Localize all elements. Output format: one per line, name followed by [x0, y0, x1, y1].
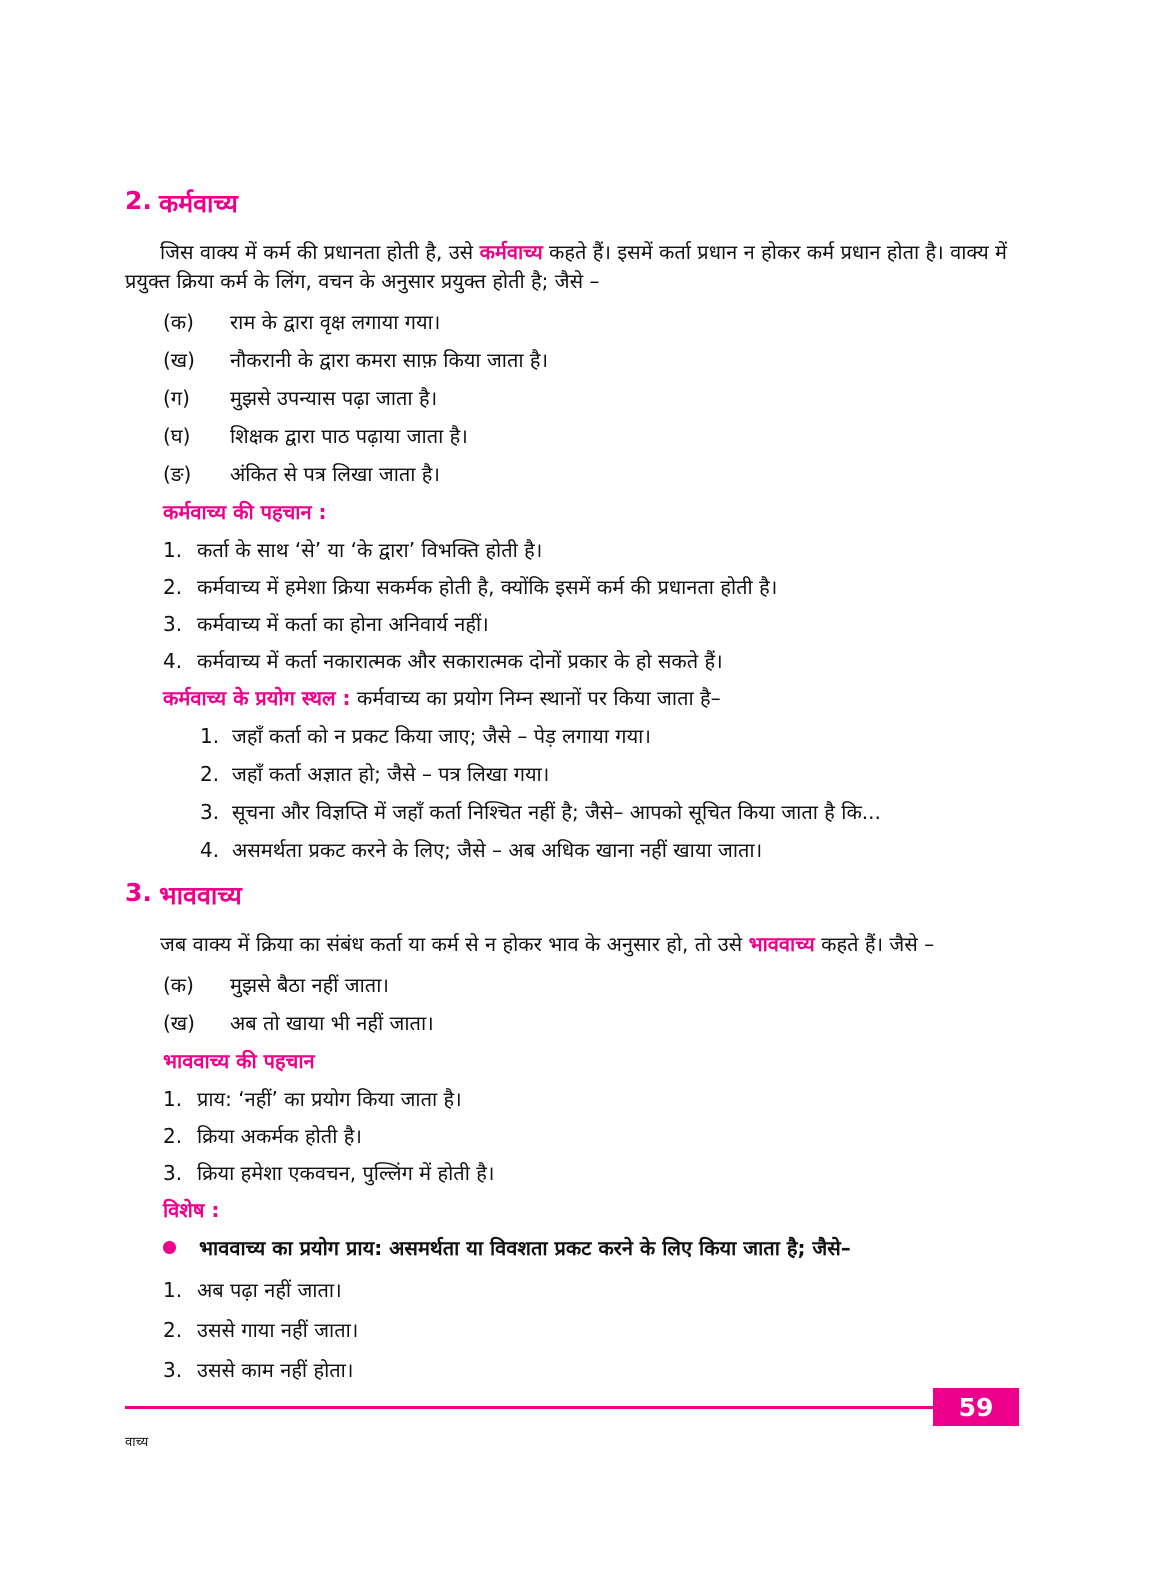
section-2-title: कर्मवाच्य	[159, 189, 238, 218]
special-heading: विशेष :	[163, 1198, 220, 1222]
example-label: (ग)	[163, 386, 190, 410]
item-text: सूचना और विज्ञप्ति में जहाँ कर्ता निश्चित नहीं है; जैसे– आपको सूचित किया जाता है कि...	[232, 800, 881, 824]
section-2-heading	[125, 186, 1019, 220]
footer-divider	[125, 1406, 933, 1409]
item-text: उससे काम नहीं होता।	[197, 1358, 354, 1382]
example-text: शिक्षक द्वारा पाठ पढ़ाया जाता है।	[230, 424, 468, 448]
page-number-badge: 59	[933, 1388, 1019, 1426]
item-text: प्राय: ‘नहीं’ का प्रयोग किया जाता है।	[197, 1087, 462, 1111]
example-label: (घ)	[163, 424, 191, 448]
example-text: अब तो खाया भी नहीं जाता।	[230, 1011, 434, 1035]
item-number: 4.	[200, 838, 220, 862]
identification-item	[125, 573, 1019, 601]
usage-heading-pink: कर्मवाच्य के प्रयोग स्थल :	[163, 686, 351, 710]
example-label: (ङ)	[163, 462, 192, 486]
section-3-intro	[125, 930, 1019, 959]
identification-item	[125, 1085, 1019, 1113]
example-row	[125, 460, 1019, 488]
special-item	[125, 1316, 1019, 1344]
item-text: जहाँ कर्ता अज्ञात हो; जैसे – पत्र लिखा गया।	[232, 762, 550, 786]
item-number: 2.	[163, 575, 183, 599]
identification-heading: कर्मवाच्य की पहचान :	[163, 500, 327, 524]
identification-item	[125, 610, 1019, 638]
item-number: 1.	[163, 538, 183, 562]
page-footer	[125, 1388, 1019, 1450]
identification-item	[125, 647, 1019, 675]
identification-item	[125, 536, 1019, 564]
usage-heading-rest: कर्मवाच्य का प्रयोग निम्न स्थानों पर किया जाता है–	[350, 686, 721, 710]
section-2-intro	[125, 238, 1019, 296]
intro-text-c: कहते हैं। इसमें कर्ता प्रधान न होकर कर्म प्रधान होता है। वाक्य में प्रयुक्त क्रिया कर्म के लिंग, वचन के अनुसार प्रयुक्त होती है; जैसे –	[125, 240, 1007, 293]
item-text: कर्मवाच्य में हमेशा क्रिया सकर्मक होती है, क्योंकि इसमें कर्म की प्रधानता होती है।	[197, 575, 778, 599]
item-text: कर्मवाच्य में कर्ता नकारात्मक और सकारात्मक दोनों प्रकार के हो सकते हैं।	[197, 649, 723, 673]
special-item	[125, 1356, 1019, 1384]
example-text: मुझसे बैठा नहीं जाता।	[230, 973, 389, 997]
item-text: अब पढ़ा नहीं जाता।	[197, 1278, 342, 1302]
identification-item	[125, 1122, 1019, 1150]
example-row	[125, 422, 1019, 450]
usage-item	[125, 798, 1019, 826]
intro-text-a: जिस वाक्य में कर्म की प्रधानता होती है, उसे	[160, 240, 480, 264]
example-row	[125, 346, 1019, 374]
item-number: 3.	[163, 612, 183, 636]
item-text: क्रिया हमेशा एकवचन, पुल्लिंग में होती है।	[197, 1161, 495, 1185]
usage-item	[125, 760, 1019, 788]
item-number: 2.	[163, 1318, 183, 1342]
example-label: (क)	[163, 310, 194, 334]
footer-rule-row	[125, 1388, 1019, 1426]
item-number: 4.	[163, 649, 183, 673]
item-text: उससे गाया नहीं जाता।	[197, 1318, 359, 1342]
item-number: 3.	[163, 1358, 183, 1382]
example-label: (ख)	[163, 1011, 195, 1035]
item-text: जहाँ कर्ता को न प्रकट किया जाए; जैसे – पेड़ लगाया गया।	[232, 724, 651, 748]
usage-item	[125, 722, 1019, 750]
example-row	[125, 971, 1019, 999]
example-label: (क)	[163, 973, 194, 997]
item-number: 3.	[200, 800, 220, 824]
intro-text-a: जब वाक्य में क्रिया का संबंध कर्ता या कर्म से न होकर भाव के अनुसार हो, तो उसे	[160, 932, 749, 956]
example-text: अंकित से पत्र लिखा जाता है।	[230, 462, 441, 486]
section-3-heading	[125, 878, 1019, 912]
example-label: (ख)	[163, 348, 195, 372]
item-text: क्रिया अकर्मक होती है।	[197, 1124, 362, 1148]
item-number: 1.	[163, 1278, 183, 1302]
example-row	[125, 384, 1019, 412]
example-text: मुझसे उपन्यास पढ़ा जाता है।	[230, 386, 438, 410]
item-number: 2.	[200, 762, 220, 786]
item-text: कर्मवाच्य में कर्ता का होना अनिवार्य नहीं।	[197, 612, 489, 636]
intro-text-c: कहते हैं। जैसे –	[814, 932, 935, 956]
item-text: असमर्थता प्रकट करने के लिए; जैसे – अब अधिक खाना नहीं खाया जाता।	[232, 838, 763, 862]
section-3-title: भाववाच्य	[159, 881, 242, 910]
page-content	[125, 186, 1019, 1396]
item-number: 1.	[163, 1087, 183, 1111]
usage-heading	[125, 684, 1019, 712]
section-3-number: 3.	[125, 878, 152, 907]
example-text: नौकरानी के द्वारा कमरा साफ़ किया जाता है।	[230, 348, 549, 372]
footer-chapter-label: वाच्य	[125, 1435, 149, 1450]
bullet-icon	[163, 1241, 176, 1254]
identification-heading: भाववाच्य की पहचान	[163, 1049, 315, 1073]
intro-keyword: भाववाच्य	[748, 932, 815, 956]
special-bullet-row	[125, 1234, 1019, 1262]
special-bullet-text: भाववाच्य का प्रयोग प्राय: असमर्थता या विवशता प्रकट करने के लिए किया जाता है; जैसे–	[199, 1236, 851, 1260]
item-number: 3.	[163, 1161, 183, 1185]
identification-item	[125, 1159, 1019, 1187]
special-item	[125, 1276, 1019, 1304]
section-2-number: 2.	[125, 186, 152, 215]
item-text: कर्ता के साथ ‘से’ या ‘के द्वारा’ विभक्ति होती है।	[197, 538, 543, 562]
example-row	[125, 1009, 1019, 1037]
item-number: 1.	[200, 724, 220, 748]
usage-item	[125, 836, 1019, 864]
intro-keyword: कर्मवाच्य	[479, 240, 543, 264]
example-text: राम के द्वारा वृक्ष लगाया गया।	[230, 310, 441, 334]
item-number: 2.	[163, 1124, 183, 1148]
example-row	[125, 308, 1019, 336]
